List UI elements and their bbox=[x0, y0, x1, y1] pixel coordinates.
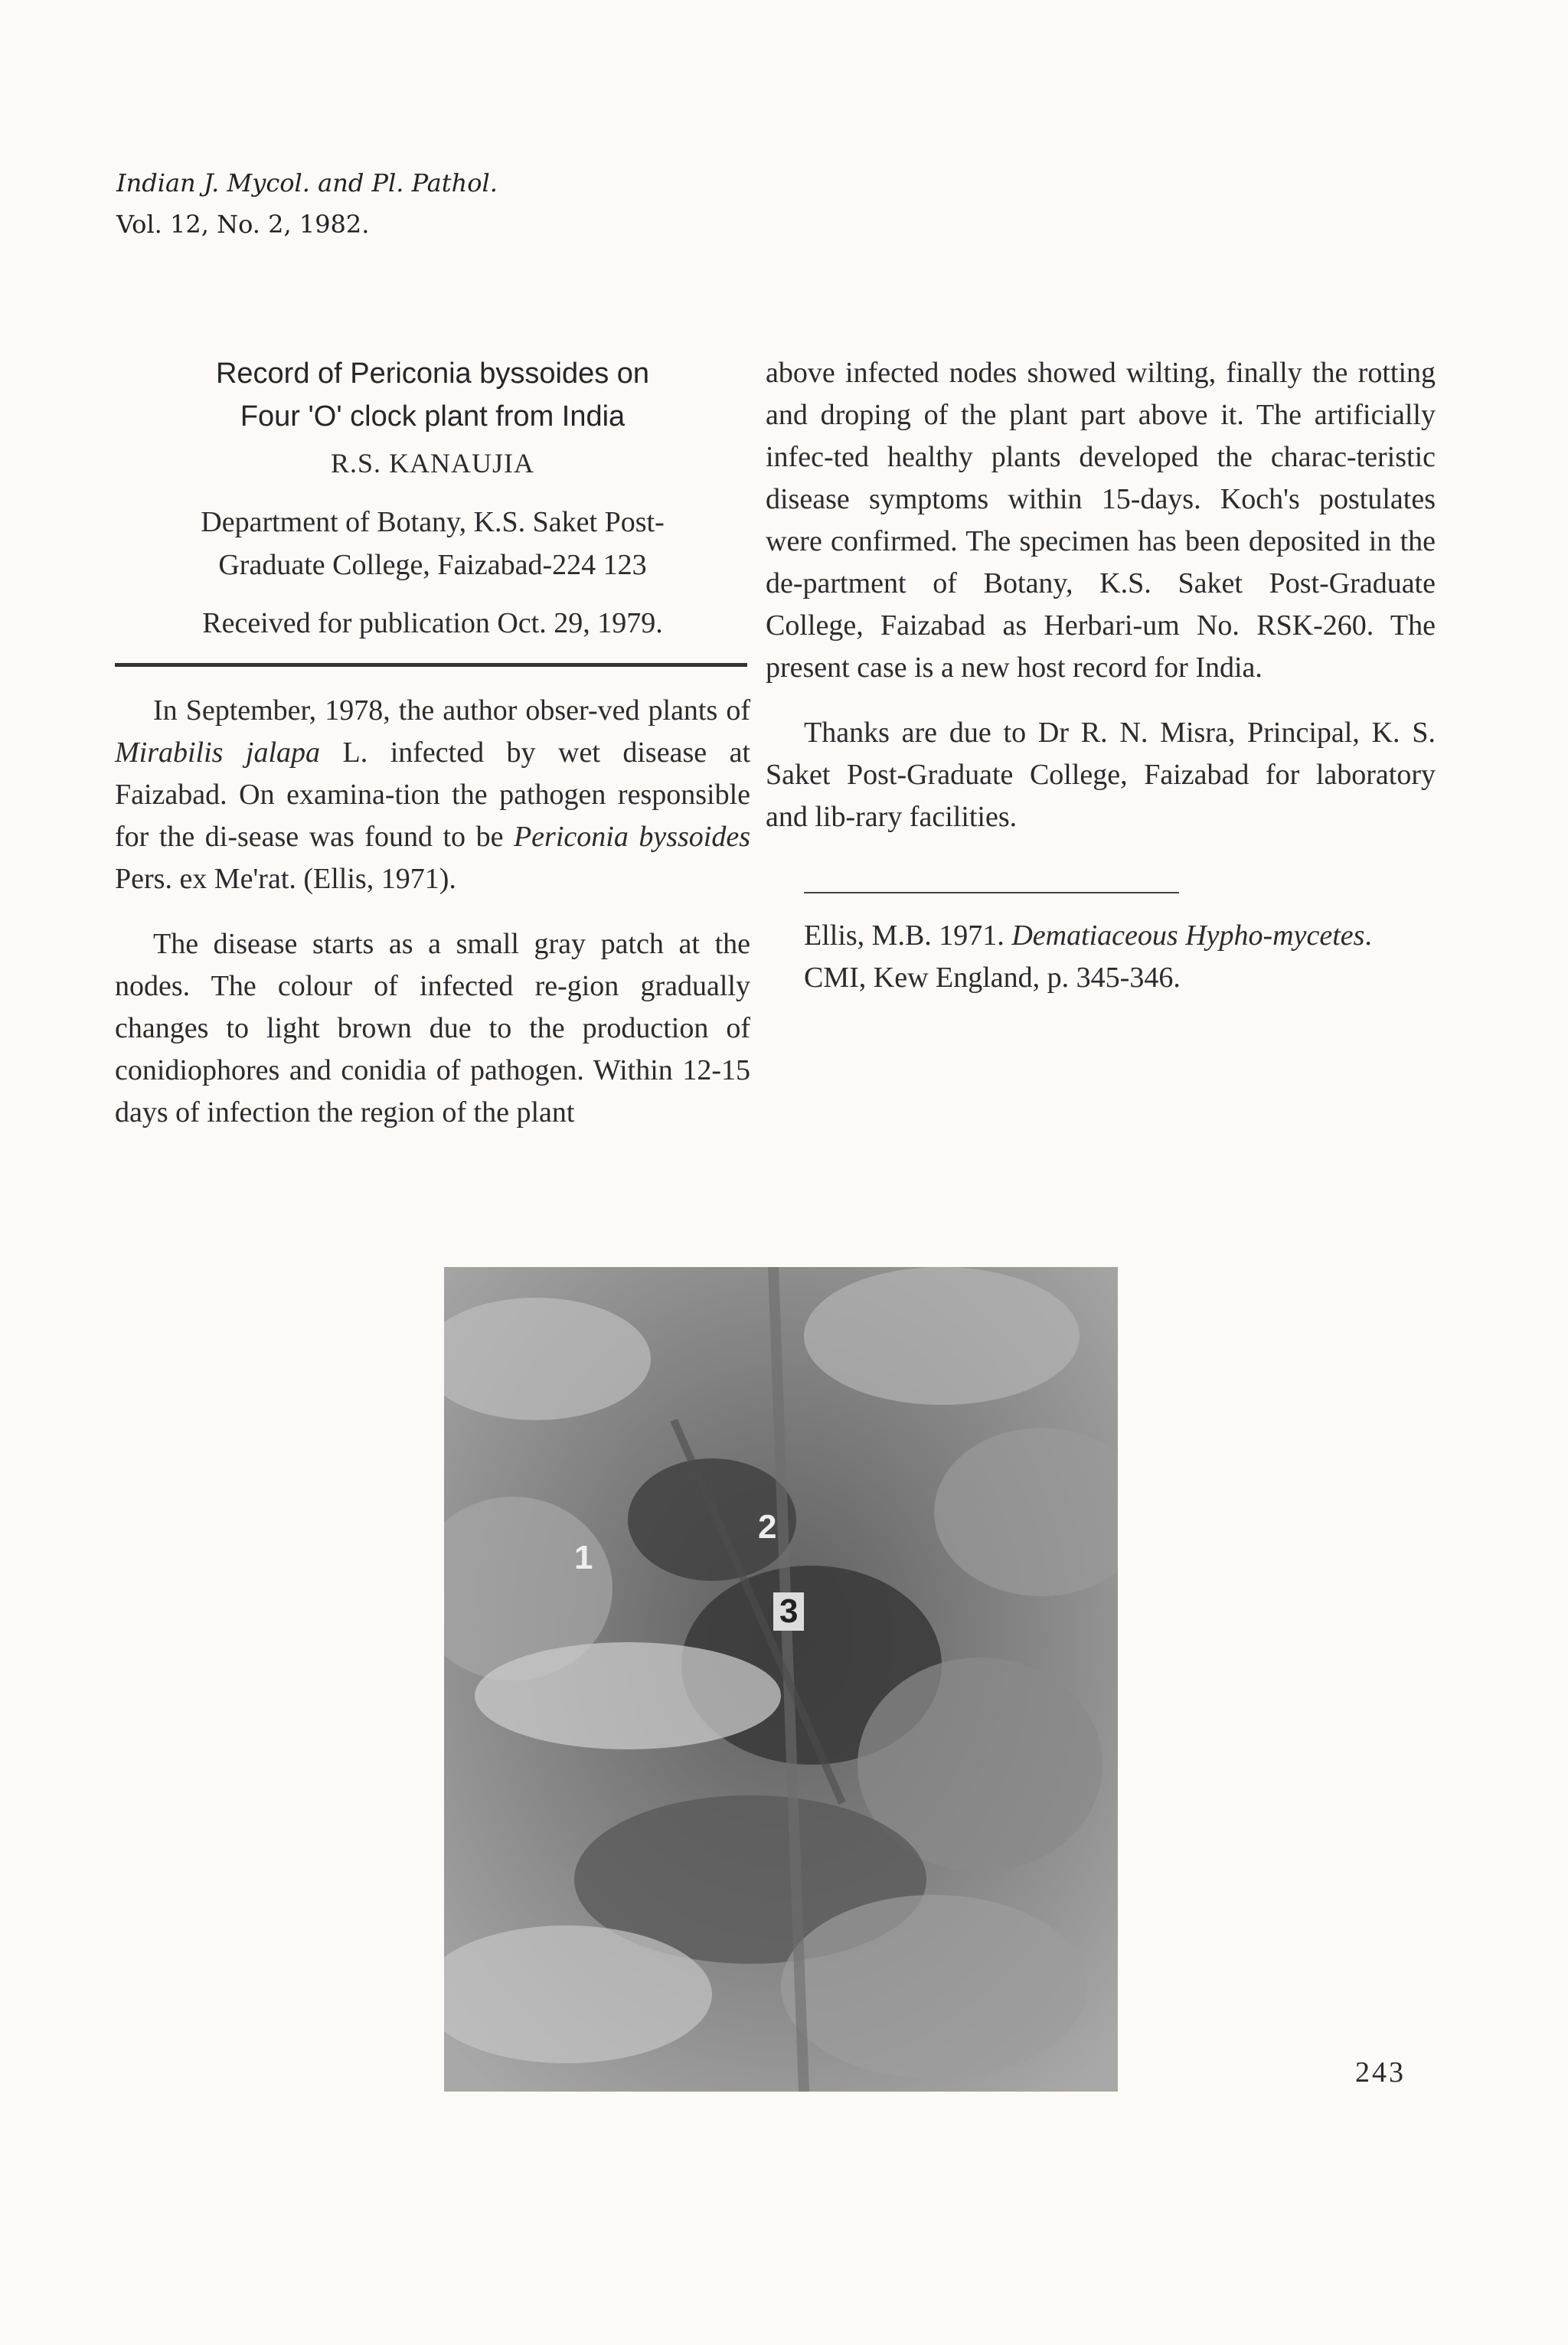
title-line-1: Record of Periconia byssoides on bbox=[215, 358, 650, 390]
article-title bbox=[115, 352, 750, 438]
p1-text-c: Pers. ex Me'rat. (Ellis, 1971). bbox=[115, 863, 456, 895]
page-number: 243 bbox=[1355, 2056, 1406, 2089]
figure-label-2: 2 bbox=[758, 1508, 777, 1546]
affiliation-line-1: Department of Botany, K.S. Saket Post- bbox=[201, 506, 665, 538]
photo-image bbox=[444, 1267, 1118, 2092]
received-date: Received for publication Oct. 29, 1979. bbox=[202, 607, 663, 639]
pathogen-name: Periconia byssoides bbox=[513, 821, 750, 853]
journal-volume: Vol. 12, No. 2, 1982. bbox=[116, 210, 370, 239]
affiliation bbox=[115, 501, 750, 586]
reference-details: . CMI, Kew England, p. 345-346. bbox=[804, 919, 1372, 994]
header-divider bbox=[115, 663, 747, 667]
species-name: Mirabilis jalapa bbox=[115, 736, 321, 769]
right-column bbox=[766, 352, 1436, 999]
affiliation-line-2: Graduate College, Faizabad-224 123 bbox=[218, 549, 647, 581]
figure-label-3: 3 bbox=[773, 1592, 804, 1631]
acknowledgement: Thanks are due to Dr R. N. Misra, Principal, K. S. Saket Post-Graduate College, Faizabad for laboratory and lib-rary facilities. bbox=[766, 717, 1436, 833]
plant-photograph bbox=[444, 1267, 1118, 2092]
p1-text-b: L. infected by wet disease at Faizabad. On examina-tion the pathogen responsible for the di-sease was found to be bbox=[115, 736, 751, 853]
left-column bbox=[115, 352, 750, 1134]
reference-title: Dematiaceous Hypho-mycetes bbox=[1011, 919, 1365, 952]
figure-label-1: 1 bbox=[574, 1539, 593, 1576]
p1-text-a: In September, 1978, the author obser-ved plants of bbox=[153, 694, 750, 727]
journal-name: Indian J. Mycol. and Pl. Pathol. bbox=[116, 168, 498, 198]
paragraph-2: The disease starts as a small gray patch at the nodes. The colour of infected re-gion gradually changes to light brown due to the production of conidiophores and conidia of pathogen. Within 12-15 days of infection the region of the plant bbox=[115, 928, 750, 1128]
paragraph-3: above infected nodes showed wilting, finally the rotting and droping of the plant part above it. The artificially infec-ted healthy plants developed the charac-teristic disease symptoms within 15-days. Koch's postulates were confirmed. The specimen has been deposited in the de-partment of Botany, K.S. Saket Post-Graduate College, Faizabad as Herbari-um No. RSK-260. The present case is a new host record for India. bbox=[766, 357, 1436, 684]
reference-authors: Ellis, M.B. 1971. bbox=[804, 919, 1012, 952]
reference-entry bbox=[766, 915, 1436, 999]
journal-header bbox=[116, 162, 498, 245]
reference-divider bbox=[804, 892, 1179, 893]
title-line-2: Four 'O' clock plant from India bbox=[240, 400, 626, 433]
author-name: R.S. KANAUJIA bbox=[330, 448, 535, 478]
paragraph-1 bbox=[115, 690, 750, 900]
